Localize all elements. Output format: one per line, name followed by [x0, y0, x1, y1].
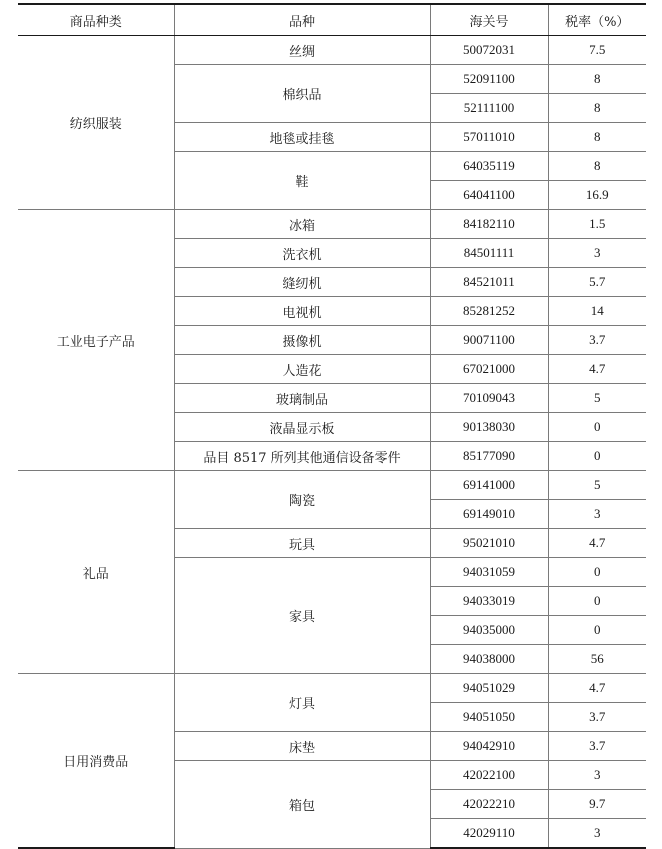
variety-cell: 液晶显示板	[174, 413, 430, 442]
table-row	[18, 674, 646, 703]
customs-code-cell: 84521011	[430, 268, 548, 297]
variety-cell: 床垫	[174, 732, 430, 761]
variety-cell: 摄像机	[174, 326, 430, 355]
variety-cell: 玻璃制品	[174, 384, 430, 413]
category-cell: 日用消费品	[18, 674, 174, 849]
customs-code-cell: 94042910	[430, 732, 548, 761]
customs-code-cell: 42022210	[430, 790, 548, 819]
category-group	[18, 674, 646, 849]
header-variety: 品种	[174, 4, 430, 36]
customs-code-cell: 69149010	[430, 500, 548, 529]
tax-rate-cell: 14	[548, 297, 646, 326]
customs-code-cell: 70109043	[430, 384, 548, 413]
tax-rate-cell: 0	[548, 442, 646, 471]
customs-code-cell: 94035000	[430, 616, 548, 645]
tax-rate-cell: 3	[548, 500, 646, 529]
variety-cell: 棉织品	[174, 65, 430, 123]
tax-rate-cell: 4.7	[548, 355, 646, 384]
customs-code-cell: 52091100	[430, 65, 548, 94]
tax-rate-cell: 7.5	[548, 36, 646, 65]
customs-code-cell: 52111100	[430, 94, 548, 123]
customs-code-cell: 95021010	[430, 529, 548, 558]
tax-rate-cell: 5	[548, 471, 646, 500]
variety-cell: 灯具	[174, 674, 430, 732]
customs-code-cell: 94051029	[430, 674, 548, 703]
category-group	[18, 36, 646, 210]
tax-rate-cell: 0	[548, 558, 646, 587]
tax-rate-cell: 3.7	[548, 703, 646, 732]
header-code: 海关号	[430, 4, 548, 36]
customs-code-cell: 84182110	[430, 210, 548, 239]
tax-rate-cell: 8	[548, 123, 646, 152]
customs-code-cell: 90138030	[430, 413, 548, 442]
tax-rate-cell: 8	[548, 152, 646, 181]
variety-cell: 人造花	[174, 355, 430, 384]
variety-cell: 家具	[174, 558, 430, 674]
tax-rate-cell: 0	[548, 587, 646, 616]
tax-rate-cell: 56	[548, 645, 646, 674]
table-row	[18, 36, 646, 65]
variety-cell: 地毯或挂毯	[174, 123, 430, 152]
tax-rate-cell: 3	[548, 761, 646, 790]
customs-code-cell: 85281252	[430, 297, 548, 326]
tax-rate-cell: 3.7	[548, 732, 646, 761]
customs-code-cell: 57011010	[430, 123, 548, 152]
tax-rate-cell: 5	[548, 384, 646, 413]
variety-cell: 箱包	[174, 761, 430, 849]
tax-rate-cell: 0	[548, 616, 646, 645]
customs-code-cell: 64041100	[430, 181, 548, 210]
customs-code-cell: 67021000	[430, 355, 548, 384]
customs-code-cell: 85177090	[430, 442, 548, 471]
table-row	[18, 471, 646, 500]
tax-rate-cell: 0	[548, 413, 646, 442]
category-group	[18, 471, 646, 674]
variety-cell: 电视机	[174, 297, 430, 326]
customs-code-cell: 42029110	[430, 819, 548, 849]
header-category: 商品种类	[18, 4, 174, 36]
variety-cell: 品目 8517 所列其他通信设备零件	[174, 442, 430, 471]
customs-code-cell: 64035119	[430, 152, 548, 181]
table-row	[18, 210, 646, 239]
variety-cell: 缝纫机	[174, 268, 430, 297]
variety-cell: 洗衣机	[174, 239, 430, 268]
customs-code-cell: 84501111	[430, 239, 548, 268]
variety-cell: 鞋	[174, 152, 430, 210]
tariff-table	[18, 3, 646, 849]
tax-rate-cell: 9.7	[548, 790, 646, 819]
tax-rate-cell: 8	[548, 65, 646, 94]
tax-rate-cell: 5.7	[548, 268, 646, 297]
customs-code-cell: 94038000	[430, 645, 548, 674]
variety-cell: 玩具	[174, 529, 430, 558]
category-group	[18, 210, 646, 471]
tax-rate-cell: 3	[548, 819, 646, 849]
tax-rate-cell: 1.5	[548, 210, 646, 239]
tax-rate-cell: 8	[548, 94, 646, 123]
tax-rate-cell: 4.7	[548, 529, 646, 558]
category-cell: 工业电子产品	[18, 210, 174, 471]
variety-cell: 丝绸	[174, 36, 430, 65]
customs-code-cell: 69141000	[430, 471, 548, 500]
customs-code-cell: 94051050	[430, 703, 548, 732]
variety-cell: 冰箱	[174, 210, 430, 239]
variety-cell: 陶瓷	[174, 471, 430, 529]
customs-code-cell: 94033019	[430, 587, 548, 616]
customs-code-cell: 50072031	[430, 36, 548, 65]
category-cell: 纺织服装	[18, 36, 174, 210]
customs-code-cell: 90071100	[430, 326, 548, 355]
header-rate: 税率（%）	[548, 4, 646, 36]
tax-rate-cell: 16.9	[548, 181, 646, 210]
customs-code-cell: 42022100	[430, 761, 548, 790]
table-header	[18, 4, 646, 36]
category-cell: 礼品	[18, 471, 174, 674]
tax-rate-cell: 4.7	[548, 674, 646, 703]
header-row	[18, 4, 646, 36]
tax-rate-cell: 3	[548, 239, 646, 268]
customs-code-cell: 94031059	[430, 558, 548, 587]
tax-rate-cell: 3.7	[548, 326, 646, 355]
